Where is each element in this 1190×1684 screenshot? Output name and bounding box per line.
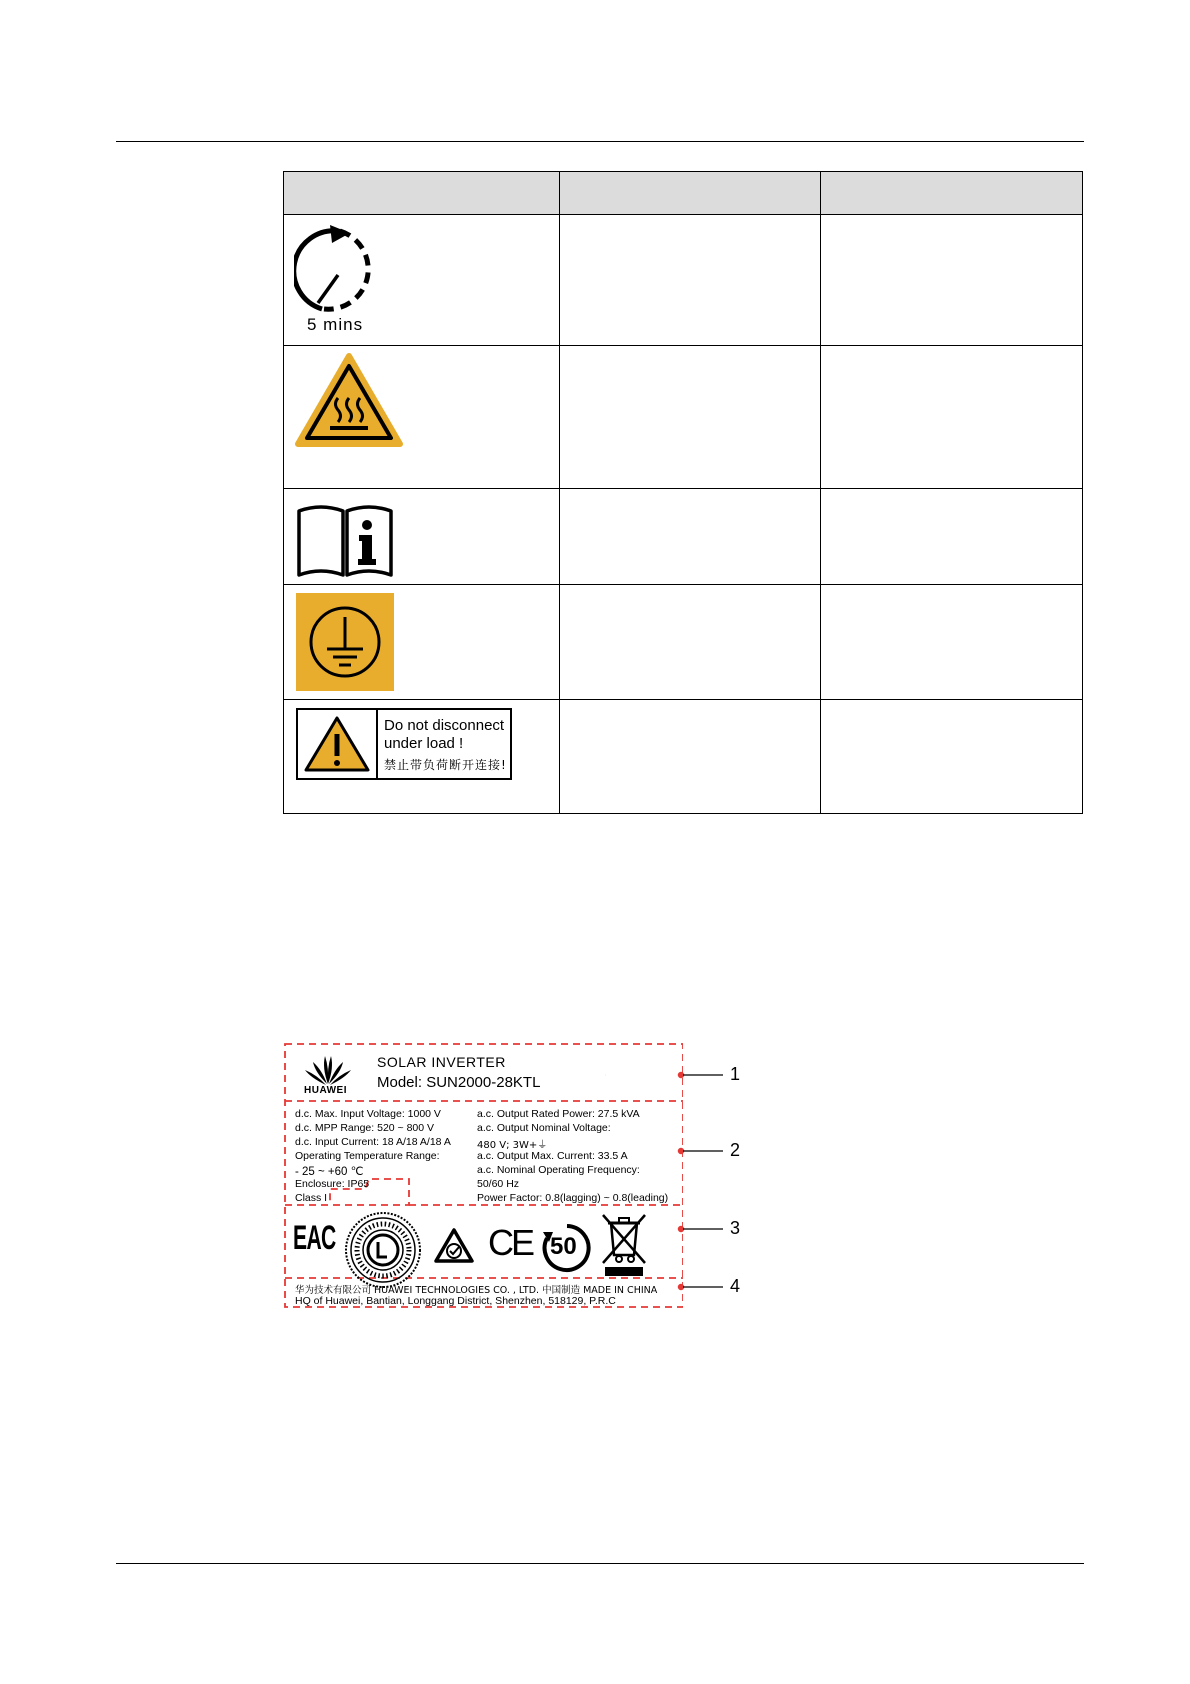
symbol-cell [284,700,560,814]
symbol-cell [284,346,560,489]
rohs-years: 50 [550,1233,577,1260]
eac-mark: EAC [293,1219,336,1257]
spec-left: Operating Temperature Range: [295,1150,440,1162]
do-not-disconnect-label-icon [296,708,512,780]
description-cell [560,346,821,489]
spec-left: Enclosure: IP65 [295,1178,370,1190]
protective-earth-icon [296,593,394,696]
spec-right: a.c. Nominal Operating Frequency: [477,1164,640,1176]
table-row [284,215,1083,346]
spec-right: Power Factor: 0.8(lagging) ~ 0.8(leading) [477,1192,669,1204]
hot-surface-warning-icon [294,352,404,455]
table-row [284,585,1083,700]
spec-right: 480 V; 3W+⏚ [477,1140,548,1151]
description-cell [560,585,821,700]
callout-2: 2 [730,1140,741,1160]
read-manual-icon [295,503,395,584]
manufacturer-line: 华为技术有限公司 HUAWEI TECHNOLOGIES CO. , LTD. 中国制造 MADE IN CHINA [295,1285,658,1296]
label-text-cn: 禁止带负荷断开连接! [384,758,507,772]
brand-name: HUAWEI [304,1085,347,1096]
label-warning-section [298,710,378,778]
table-row [284,346,1083,489]
notes-cell [821,215,1083,346]
spec-left: d.c. Input Current: 18 A/18 A/18 A [295,1136,451,1148]
table-header-cell [284,172,560,215]
description-cell [560,489,821,585]
address-line: HQ of Huawei, Bantian, Longgang District, Shenzhen, 518129, P.R.C [295,1295,616,1307]
huawei-petals-icon [303,1052,353,1086]
footer-rule [116,1563,1084,1564]
symbol-cell [284,585,560,700]
label-text-en-1: Do not disconnect [384,717,505,734]
spec-left: d.c. MPP Range: 520 ~ 800 V [295,1122,435,1134]
spec-left: - 25 ~ +60 ℃ [295,1166,364,1178]
header-rule [116,141,1084,142]
nameplate-figure [283,1042,741,1310]
warning-triangle-icon [298,710,376,778]
notes-cell [821,489,1083,585]
spec-right: a.c. Output Rated Power: 27.5 kVA [477,1108,640,1120]
model-name: Model: SUN2000-28KTL [377,1074,541,1091]
symbol-cell [284,489,560,585]
description-cell [560,215,821,346]
spec-right: 50/60 Hz [477,1178,520,1190]
weee-bin-icon [601,1211,647,1282]
table-header-cell [821,172,1083,215]
symbol-cell [284,215,560,346]
label-text-en-2: under load ! [384,735,464,752]
table-header-row [284,172,1083,215]
notes-cell [821,585,1083,700]
callout-1: 1 [730,1064,741,1084]
table-row [284,489,1083,585]
callout-3: 3 [730,1218,741,1238]
product-name: SOLAR INVERTER [377,1054,506,1070]
spec-left: d.c. Max. Input Voltage: 1000 V [295,1108,441,1120]
table-header-cell [560,172,821,215]
timer-label: 5 mins [307,315,364,334]
rohs-50-icon [541,1222,593,1274]
spec-right: a.c. Output Max. Current: 33.5 A [477,1150,628,1162]
callout-4: 4 [730,1276,741,1296]
symbols-table [283,171,1083,814]
notes-cell [821,700,1083,814]
spec-left: Class I [295,1192,328,1204]
description-cell [560,700,821,814]
spec-right: a.c. Output Nominal Voltage: [477,1122,611,1134]
ce-mark: CE [488,1222,533,1263]
timer-5min-icon [294,223,394,346]
notes-cell [821,346,1083,489]
rcm-mark-icon [433,1227,475,1270]
table-row [284,700,1083,814]
huawei-logo [303,1052,353,1096]
